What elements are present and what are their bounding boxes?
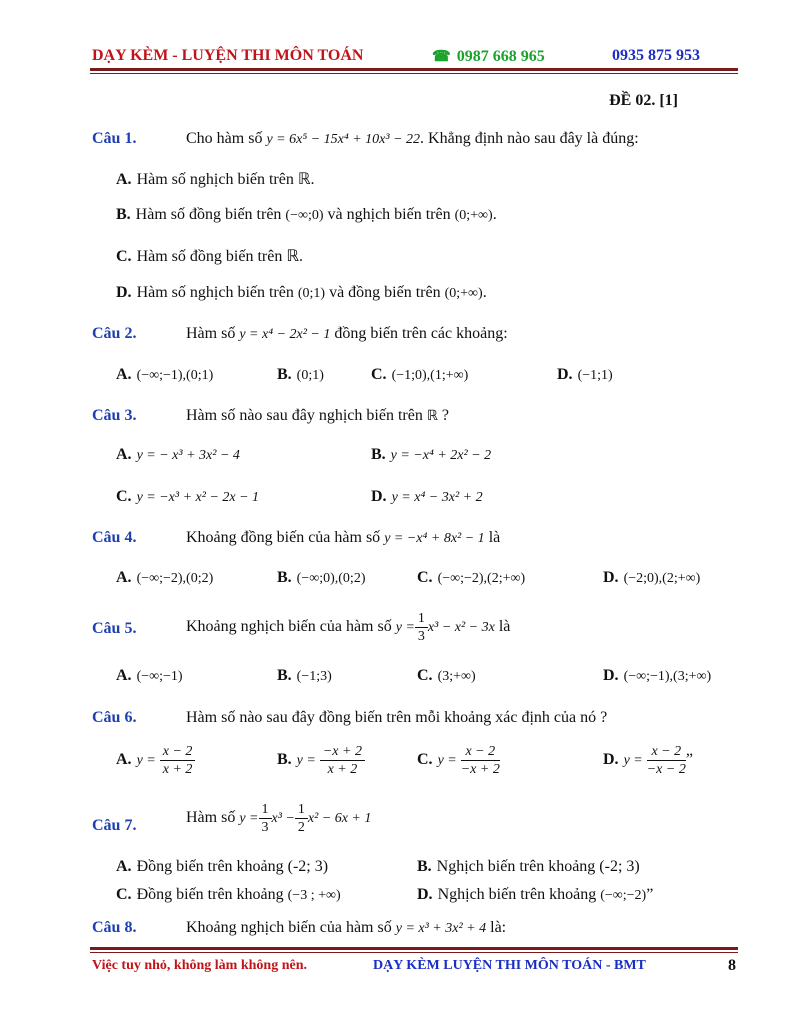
page-number: 8 — [728, 957, 736, 974]
q2-label: Câu 2. — [92, 325, 137, 342]
q8-text: Khoảng nghịch biến của hàm số y = x³ + 3x² + 4 là: — [186, 919, 507, 936]
q3-option-b[interactable]: B. y = −x⁴ + 2x² − 2 — [371, 446, 492, 463]
q3-option-d[interactable]: D. y = x⁴ − 3x² + 2 — [371, 488, 483, 505]
q3-text: Hàm số nào sau đây nghịch biến trên ℝ ? — [186, 407, 450, 424]
q7-option-a[interactable]: A. Đồng biến trên khoảng (-2; 3) — [116, 858, 329, 875]
q4-option-b[interactable]: B. (−∞;0),(0;2) — [277, 569, 366, 586]
q6-option-c[interactable]: C. y = $\frac{x - 2}{-x + 2}$ — [417, 744, 500, 777]
q3-label: Câu 3. — [92, 407, 137, 424]
q7-text: Hàm số y = $\frac{1}{3}$ x³ − $\frac{1}{2}$ x² − 6x + 1 — [186, 802, 372, 835]
header-phone-2: 0935 875 953 — [612, 47, 700, 64]
header-title: DẠY KÈM - LUYỆN THI MÔN TOÁN — [92, 47, 364, 64]
real-set-symbol: ℝ — [426, 409, 438, 424]
q6-option-a[interactable]: A. y = $\frac{x - 2}{x + 2}$ — [116, 743, 195, 778]
q4-text: Khoảng đồng biến của hàm số y = −x⁴ + 8x² − 1 là — [186, 529, 501, 546]
q1-option-c[interactable]: C. Hàm số đồng biến trên ℝ. — [116, 248, 303, 265]
q2-option-c[interactable]: C. (−1;0),(1;+∞) — [371, 366, 469, 383]
q5-label: Câu 5. — [92, 620, 137, 637]
q6-option-d[interactable]: D. y = $\frac{x - 2}{-x - 2}$ ” — [603, 744, 693, 777]
phone-1-number: 0987 668 965 — [456, 48, 545, 65]
q6-option-b[interactable]: B. y = $\frac{-x + 2}{x + 2}$ — [277, 743, 365, 778]
q2-option-d[interactable]: D. (−1;1) — [557, 366, 613, 383]
q2-text: Hàm số y = x⁴ − 2x² − 1 đồng biến trên các khoảng: — [186, 325, 508, 342]
q3-option-a[interactable]: A. y = − x³ + 3x² − 4 — [116, 446, 240, 463]
footer-motto: Việc tuy nhỏ, không làm không nên. — [92, 958, 307, 973]
footer-rule — [90, 947, 738, 950]
header-rule — [90, 68, 738, 71]
q2-option-b[interactable]: B. (0;1) — [277, 366, 324, 383]
footer-brand: DẠY KÈM LUYỆN THI MÔN TOÁN - BMT — [373, 958, 646, 973]
q7-option-c[interactable]: C. Đồng biến trên khoảng (−3 ; +∞) — [116, 886, 341, 903]
q4-option-a[interactable]: A. (−∞;−2),(0;2) — [116, 569, 214, 586]
phone-icon: ☎ — [432, 49, 451, 65]
q5-option-d[interactable]: D. (−∞;−1),(3;+∞) — [603, 667, 712, 684]
q5-option-a[interactable]: A. (−∞;−1) — [116, 667, 183, 684]
q1-option-d[interactable]: D. Hàm số nghịch biến trên (0;1) và đồng biến trên (0;+∞). — [116, 284, 487, 301]
q7-label: Câu 7. — [92, 817, 137, 834]
q5-option-b[interactable]: B. (−1;3) — [277, 667, 332, 684]
q4-option-c[interactable]: C. (−∞;−2),(2;+∞) — [417, 569, 526, 586]
q4-function: y = −x⁴ + 8x² − 1 — [384, 531, 485, 546]
q1-text: Cho hàm số y = 6x⁵ − 15x⁴ + 10x³ − 22. Khẳng định nào sau đây là đúng: — [186, 130, 639, 147]
q2-function: y = x⁴ − 2x² − 1 — [239, 327, 331, 342]
q7-option-b[interactable]: B. Nghịch biến trên khoảng (-2; 3) — [417, 858, 640, 875]
q1-label: Câu 1. — [92, 130, 137, 147]
q1-option-a[interactable]: A. Hàm số nghịch biến trên ℝ. — [116, 171, 315, 188]
q5-text: Khoảng nghịch biến của hàm số y = $\frac{1}{3}$ x³ − x² − 3x là — [186, 611, 511, 644]
footer-rule-thin — [90, 952, 738, 953]
q4-option-d[interactable]: D. (−2;0),(2;+∞) — [603, 569, 701, 586]
q6-text: Hàm số nào sau đây đồng biến trên mỗi khoảng xác định của nó ? — [186, 709, 608, 726]
q3-option-c[interactable]: C. y = −x³ + x² − 2x − 1 — [116, 488, 260, 505]
q8-label: Câu 8. — [92, 919, 137, 936]
q7-option-d[interactable]: D. Nghịch biến trên khoảng (−∞;−2)” — [417, 886, 654, 903]
header-rule-thin — [90, 73, 738, 74]
q1-function: y = 6x⁵ − 15x⁴ + 10x³ − 22 — [266, 132, 421, 147]
q5-option-c[interactable]: C. (3;+∞) — [417, 667, 476, 684]
q5-fraction: $\frac{1}{3}$ — [415, 610, 428, 645]
q8-function: y = x³ + 3x² + 4 — [395, 921, 487, 936]
q2-option-a[interactable]: A. (−∞;−1),(0;1) — [116, 366, 214, 383]
q6-label: Câu 6. — [92, 709, 137, 726]
header-phone-1 — [432, 47, 545, 66]
q1-option-b[interactable]: B. Hàm số đồng biến trên (−∞;0) và nghịch biến trên (0;+∞). — [116, 206, 497, 223]
q4-label: Câu 4. — [92, 529, 137, 546]
exam-label: ĐỀ 02. [1] — [609, 92, 678, 109]
